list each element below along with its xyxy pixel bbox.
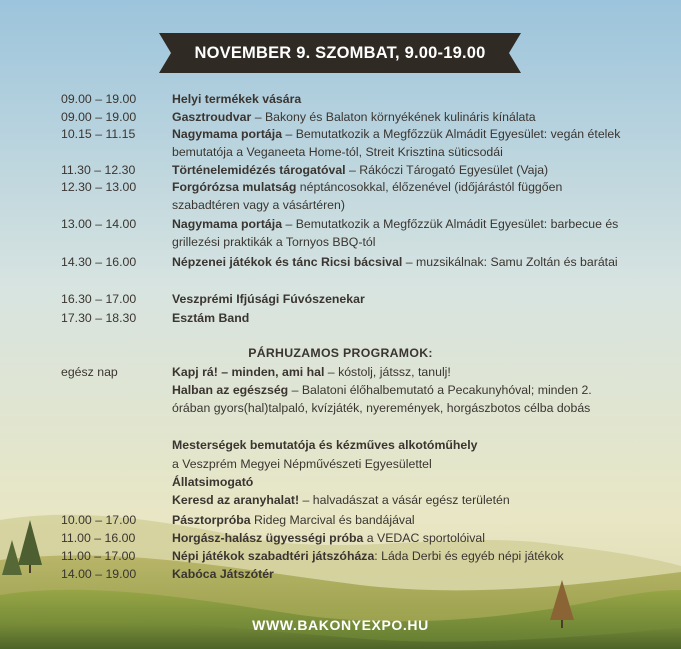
event-title: Pásztorpróba: [172, 513, 251, 527]
description: [172, 216, 627, 251]
description: [172, 179, 627, 214]
time: 12.30 – 13.00: [61, 180, 137, 194]
description: [172, 126, 627, 161]
description: [172, 109, 627, 127]
event-title: Népzenei játékok és tánc Ricsi bácsival: [172, 255, 403, 269]
event-title: Forgórózsa mulatság: [172, 180, 297, 194]
event-text: – halvadászat a vásár egész területén: [299, 493, 510, 507]
description: [172, 364, 627, 382]
event-title: Kapj rá! – minden, ami hal: [172, 365, 325, 379]
time: 10.00 – 17.00: [61, 513, 137, 527]
event-text: – Bemutatkozik a Megfőzzük Almádit Egyesület: vegán ételek bemutatója a Veganeeta Home-tól, Streit Krisztina süticsodái: [172, 127, 621, 159]
event-text: néptáncosokkal, élőzenével (időjárástól függően szabadtéren vagy a vásártéren): [172, 180, 563, 212]
event-title: Esztám Band: [172, 310, 250, 325]
description: [172, 162, 627, 180]
description: [172, 530, 627, 548]
time: 17.30 – 18.30: [61, 310, 137, 325]
website-link[interactable]: WWW.BAKONYEXPO.HU: [252, 617, 429, 633]
event-text: – Bemutatkozik a Megfőzzük Almádit Egyesület: barbecue és grillezési praktikák a Tornyos BBQ-tól: [172, 217, 619, 249]
description: [172, 492, 627, 510]
time: 14.00 – 19.00: [61, 567, 137, 581]
event-text: – Bakony és Balaton környékének kulináris kínálata: [251, 109, 536, 124]
time: 13.00 – 14.00: [61, 217, 137, 231]
event-title: Helyi termékek vására: [172, 92, 302, 106]
description: [172, 474, 627, 492]
time: 10.15 – 11.15: [61, 127, 136, 141]
event-title: Népi játékok szabadtéri játszóháza: [172, 549, 375, 563]
time: 09.00 – 19.00: [61, 109, 137, 124]
parallel-programs-heading: PÁRHUZAMOS PROGRAMOK:: [248, 346, 433, 360]
event-text: a VEDAC sportolóival: [363, 531, 485, 545]
event-text: Rideg Marcival és bandájával: [250, 513, 415, 527]
event-title: Kabóca Játszótér: [172, 567, 274, 581]
event-title: Nagymama portája: [172, 217, 283, 231]
event-title: Halban az egészség: [172, 383, 289, 397]
event-text: : Láda Derbi és egyéb népi játékok: [374, 549, 564, 563]
description: [172, 291, 627, 309]
description: [172, 382, 627, 417]
event-text: – Rákóczi Tárogató Egyesület (Vaja): [345, 162, 549, 177]
description: [172, 456, 627, 474]
event-text: – kóstolj, játssz, tanulj!: [324, 365, 451, 379]
date-banner: NOVEMBER 9. SZOMBAT, 9.00-19.00: [194, 43, 486, 62]
description: [172, 548, 627, 566]
description: [172, 566, 627, 584]
time: egész nap: [61, 365, 118, 379]
time: 14.30 – 16.00: [61, 255, 137, 269]
event-text: – muzsikálnak: Samu Zoltán és barátai: [402, 255, 618, 269]
time: 11.30 – 12.30: [61, 162, 136, 177]
event-title: Nagymama portája: [172, 127, 283, 141]
event-title: Keresd az aranyhalat!: [172, 493, 300, 507]
event-text: – Balatoni élőhalbemutató a Pecakunyhóval; minden 2. órában gyors(hal)talpaló, kvízjáték, nyeremények, horgászbotos célba dobás: [172, 383, 592, 415]
event-title: Történelemidézés tárogatóval: [172, 162, 346, 177]
event-title: Veszprémi Ifjúsági Fúvószenekar: [172, 292, 365, 306]
event-title: Horgász-halász ügyességi próba: [172, 531, 364, 545]
event-text: a Veszprém Megyei Népművészeti Egyesülettel: [172, 457, 432, 471]
event-title: Mesterségek bemutatója és kézműves alkotóműhely: [172, 438, 478, 452]
time: 11.00 – 17.00: [61, 549, 136, 563]
event-title: Állatsimogató: [172, 475, 254, 489]
description: [172, 512, 627, 530]
time: 11.00 – 16.00: [61, 531, 136, 545]
event-title: Gasztroudvar: [172, 109, 252, 124]
description: [172, 437, 627, 455]
time: 16.30 – 17.00: [61, 292, 137, 306]
description: [172, 254, 627, 272]
time: 09.00 – 19.00: [61, 92, 137, 106]
description: [172, 310, 627, 328]
description: [172, 91, 627, 109]
